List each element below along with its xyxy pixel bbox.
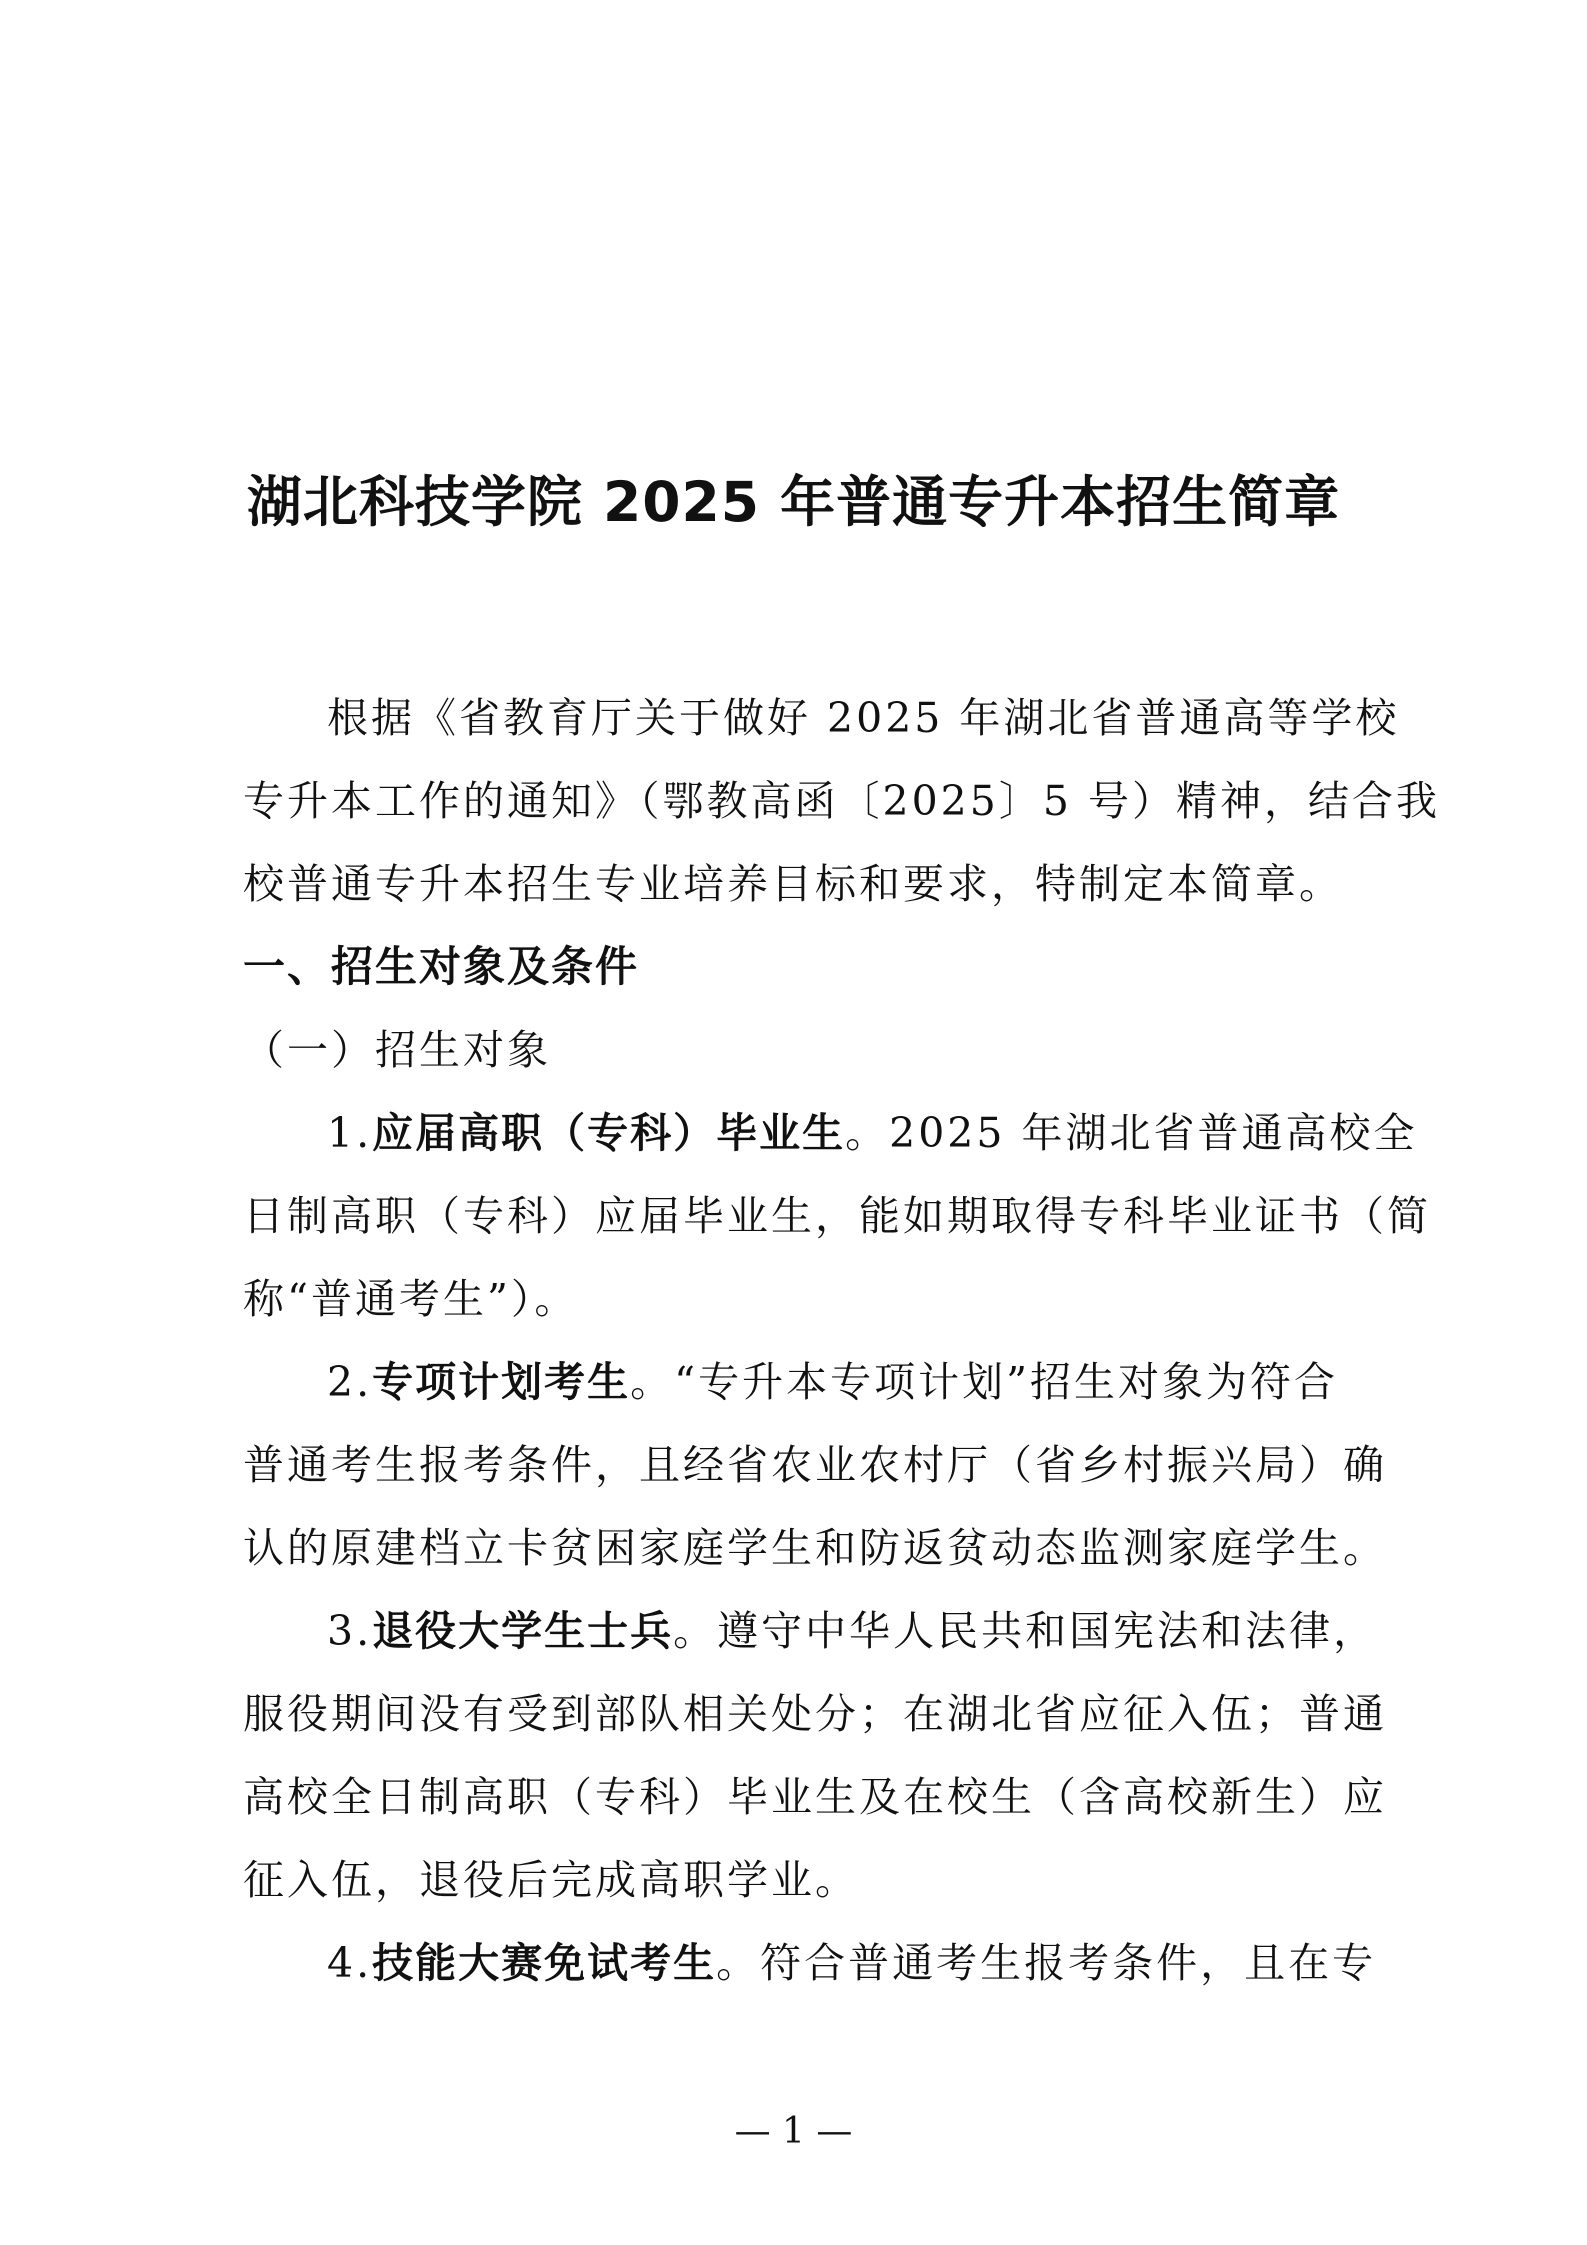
page-number: — 1 — bbox=[734, 2111, 853, 2152]
item-3-text: 。遵守中华人民共和国宪法和法律， bbox=[673, 1607, 1378, 1655]
intro-line-2: 专升本工作的通知》（鄂教高函〔2025〕5 号）精神，结合我 bbox=[243, 777, 1440, 825]
item-3-number: 3. bbox=[327, 1607, 373, 1655]
section-heading-1: 一、招生对象及条件 bbox=[243, 942, 640, 991]
item-3-line-3: 高校全日制高职（专科）毕业生及在校生（含高校新生）应 bbox=[243, 1773, 1387, 1821]
item-1-first-line bbox=[327, 1105, 1418, 1161]
item-2-text: 。“专升本专项计划”招生对象为符合 bbox=[630, 1358, 1339, 1406]
item-3-bold-label: 退役大学生士兵 bbox=[372, 1607, 674, 1655]
item-4-first-line bbox=[327, 1935, 1377, 1991]
item-4-number: 4. bbox=[327, 1939, 373, 1987]
item-2-number: 2. bbox=[327, 1358, 373, 1406]
item-3-line-2: 服役期间没有受到部队相关处分；在湖北省应征入伍；普通 bbox=[243, 1690, 1387, 1738]
subsection-heading-1: （一）招生对象 bbox=[243, 1026, 551, 1074]
item-4-bold-label: 技能大赛免试考生 bbox=[372, 1939, 717, 1987]
item-1-text: 。2025 年湖北省普通高校全 bbox=[845, 1109, 1418, 1157]
item-3-line-4: 征入伍，退役后完成高职学业。 bbox=[243, 1856, 859, 1904]
item-3-first-line bbox=[327, 1603, 1378, 1659]
intro-line-3: 校普通专升本招生专业培养目标和要求，特制定本简章。 bbox=[243, 860, 1343, 908]
item-2-line-3: 认的原建档立卡贫困家庭学生和防返贫动态监测家庭学生。 bbox=[243, 1524, 1387, 1572]
item-1-line-3: 称“普通考生”）。 bbox=[243, 1275, 579, 1323]
item-1-line-2: 日制高职（专科）应届毕业生，能如期取得专科毕业证书（简 bbox=[243, 1192, 1431, 1240]
item-2-line-2: 普通考生报考条件，且经省农业农村厅（省乡村振兴局）确 bbox=[243, 1441, 1387, 1489]
document-title: 湖北科技学院 2025 年普通专升本招生简章 bbox=[246, 470, 1341, 534]
intro-line-1: 根据《省教育厅关于做好 2025 年湖北省普通高等学校 bbox=[327, 694, 1400, 742]
item-2-bold-label: 专项计划考生 bbox=[372, 1358, 631, 1406]
item-1-bold-label: 应届高职（专科）毕业生 bbox=[372, 1109, 846, 1157]
item-4-text: 。符合普通考生报考条件，且在专 bbox=[716, 1939, 1377, 1987]
item-1-number: 1. bbox=[327, 1109, 373, 1157]
item-2-first-line bbox=[327, 1354, 1353, 1410]
